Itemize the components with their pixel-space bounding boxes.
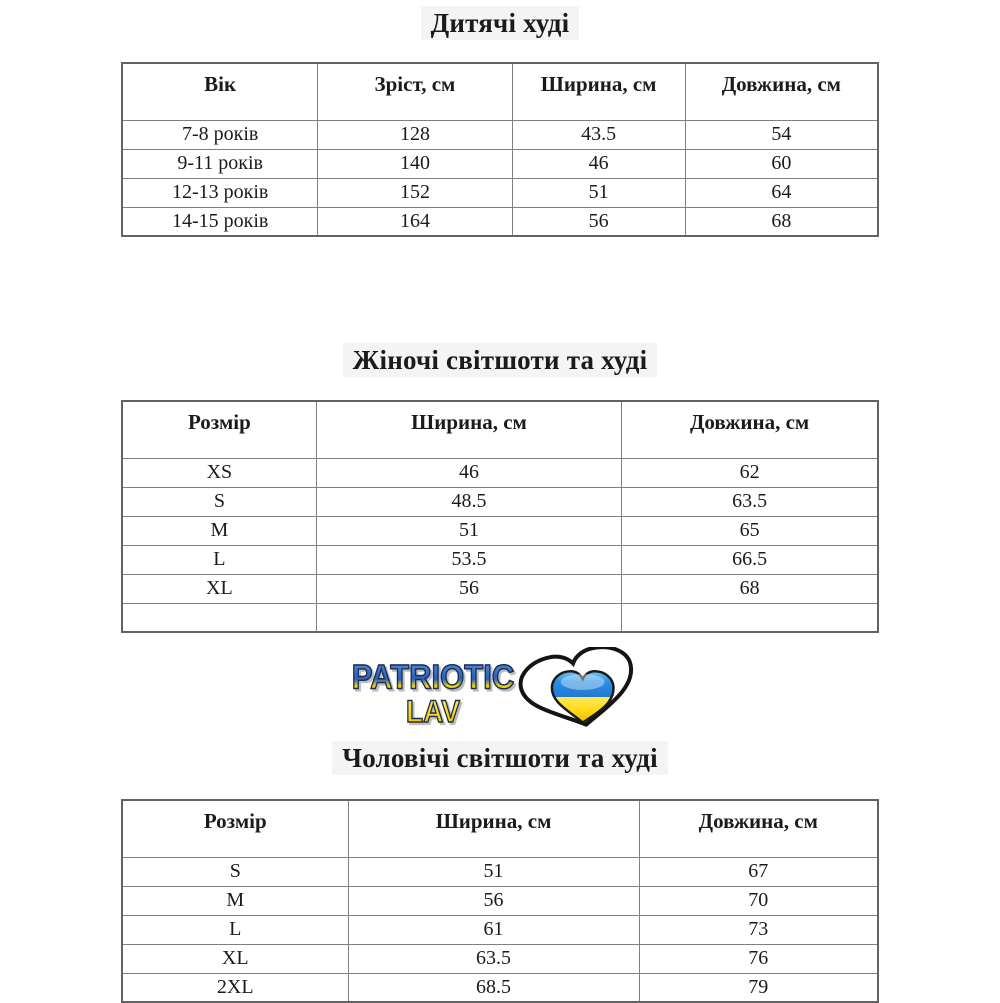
women-section-title: [121, 343, 879, 377]
kids-table-body: [122, 120, 878, 236]
table-cell: 61: [348, 915, 639, 944]
table-row: [122, 886, 878, 915]
table-cell: 51: [348, 857, 639, 886]
table-row: [122, 458, 878, 487]
kids-table-header: [122, 63, 878, 120]
table-cell: M: [122, 516, 316, 545]
table-row: [122, 207, 878, 236]
table-cell: 68: [685, 207, 878, 236]
table-cell: 56: [316, 574, 621, 603]
size-chart-sheet: [121, 0, 879, 1003]
column-header: Розмір: [122, 800, 348, 857]
table-cell: XL: [122, 574, 316, 603]
table-cell: 7-8 років: [122, 120, 318, 149]
table-row: [122, 857, 878, 886]
table-cell: 65: [622, 516, 878, 545]
table-cell: [122, 603, 316, 632]
table-cell: 64: [685, 178, 878, 207]
column-header: Ширина, см: [348, 800, 639, 857]
logo-text-patriotic: PATRIOTIC: [351, 656, 515, 696]
table-cell: 68: [622, 574, 878, 603]
table-cell: 60: [685, 149, 878, 178]
table-cell: L: [122, 545, 316, 574]
women-table-header: [122, 401, 878, 458]
women-section-title-text: Жіночі світшоти та худі: [343, 343, 658, 377]
table-cell: 2XL: [122, 973, 348, 1002]
table-cell: 53.5: [316, 545, 621, 574]
table-cell: 51: [316, 516, 621, 545]
table-cell: 43.5: [512, 120, 685, 149]
table-cell: S: [122, 857, 348, 886]
table-cell: 66.5: [622, 545, 878, 574]
men-size-table: [121, 799, 879, 1003]
table-cell: 48.5: [316, 487, 621, 516]
table-row: [122, 973, 878, 1002]
table-cell: 70: [639, 886, 878, 915]
table-cell: 128: [318, 120, 512, 149]
table-cell: 9-11 років: [122, 149, 318, 178]
men-section-title: [121, 741, 879, 775]
column-header: Довжина, см: [622, 401, 878, 458]
table-cell: XS: [122, 458, 316, 487]
table-cell: 63.5: [348, 944, 639, 973]
table-cell: XL: [122, 944, 348, 973]
logo-text: [351, 656, 515, 729]
table-row: [122, 487, 878, 516]
column-header: Ширина, см: [512, 63, 685, 120]
table-row: [122, 603, 878, 632]
column-header: Розмір: [122, 401, 316, 458]
table-cell: 79: [639, 973, 878, 1002]
table-cell: 67: [639, 857, 878, 886]
table-cell: 73: [639, 915, 878, 944]
table-row: [122, 915, 878, 944]
table-cell: 164: [318, 207, 512, 236]
table-row: [122, 574, 878, 603]
table-row: [122, 545, 878, 574]
table-cell: 12-13 років: [122, 178, 318, 207]
table-cell: 54: [685, 120, 878, 149]
kids-section-title: [121, 0, 879, 40]
kids-section-title-text: Дитячі худі: [421, 6, 580, 40]
table-cell: 76: [639, 944, 878, 973]
table-cell: 68.5: [348, 973, 639, 1002]
column-header: Ширина, см: [316, 401, 621, 458]
table-row: [122, 149, 878, 178]
table-cell: 14-15 років: [122, 207, 318, 236]
table-row: [122, 120, 878, 149]
women-size-table: [121, 400, 879, 633]
table-cell: S: [122, 487, 316, 516]
table-cell: 62: [622, 458, 878, 487]
column-header: Довжина, см: [685, 63, 878, 120]
table-cell: L: [122, 915, 348, 944]
table-cell: [622, 603, 878, 632]
table-cell: 46: [512, 149, 685, 178]
header-row: [122, 800, 878, 857]
header-row: [122, 401, 878, 458]
patriotic-lav-logo: [121, 647, 879, 739]
table-cell: M: [122, 886, 348, 915]
table-row: [122, 944, 878, 973]
table-cell: 152: [318, 178, 512, 207]
table-cell: 56: [512, 207, 685, 236]
men-table-header: [122, 800, 878, 857]
heart-gloss-highlight: [561, 674, 605, 690]
men-section-title-text: Чоловічі світшоти та худі: [332, 741, 668, 775]
column-header: Зріст, см: [318, 63, 512, 120]
kids-size-table: [121, 62, 879, 237]
column-header: Довжина, см: [639, 800, 878, 857]
table-cell: 51: [512, 178, 685, 207]
men-table-body: [122, 857, 878, 1002]
column-header: Вік: [122, 63, 318, 120]
ukraine-hearts-icon: [516, 647, 648, 739]
table-row: [122, 178, 878, 207]
table-cell: 63.5: [622, 487, 878, 516]
header-row: [122, 63, 878, 120]
logo-text-lav: LAV: [352, 696, 514, 727]
table-row: [122, 516, 878, 545]
table-cell: 140: [318, 149, 512, 178]
table-cell: [316, 603, 621, 632]
table-cell: 46: [316, 458, 621, 487]
table-cell: 56: [348, 886, 639, 915]
women-table-body: [122, 458, 878, 632]
